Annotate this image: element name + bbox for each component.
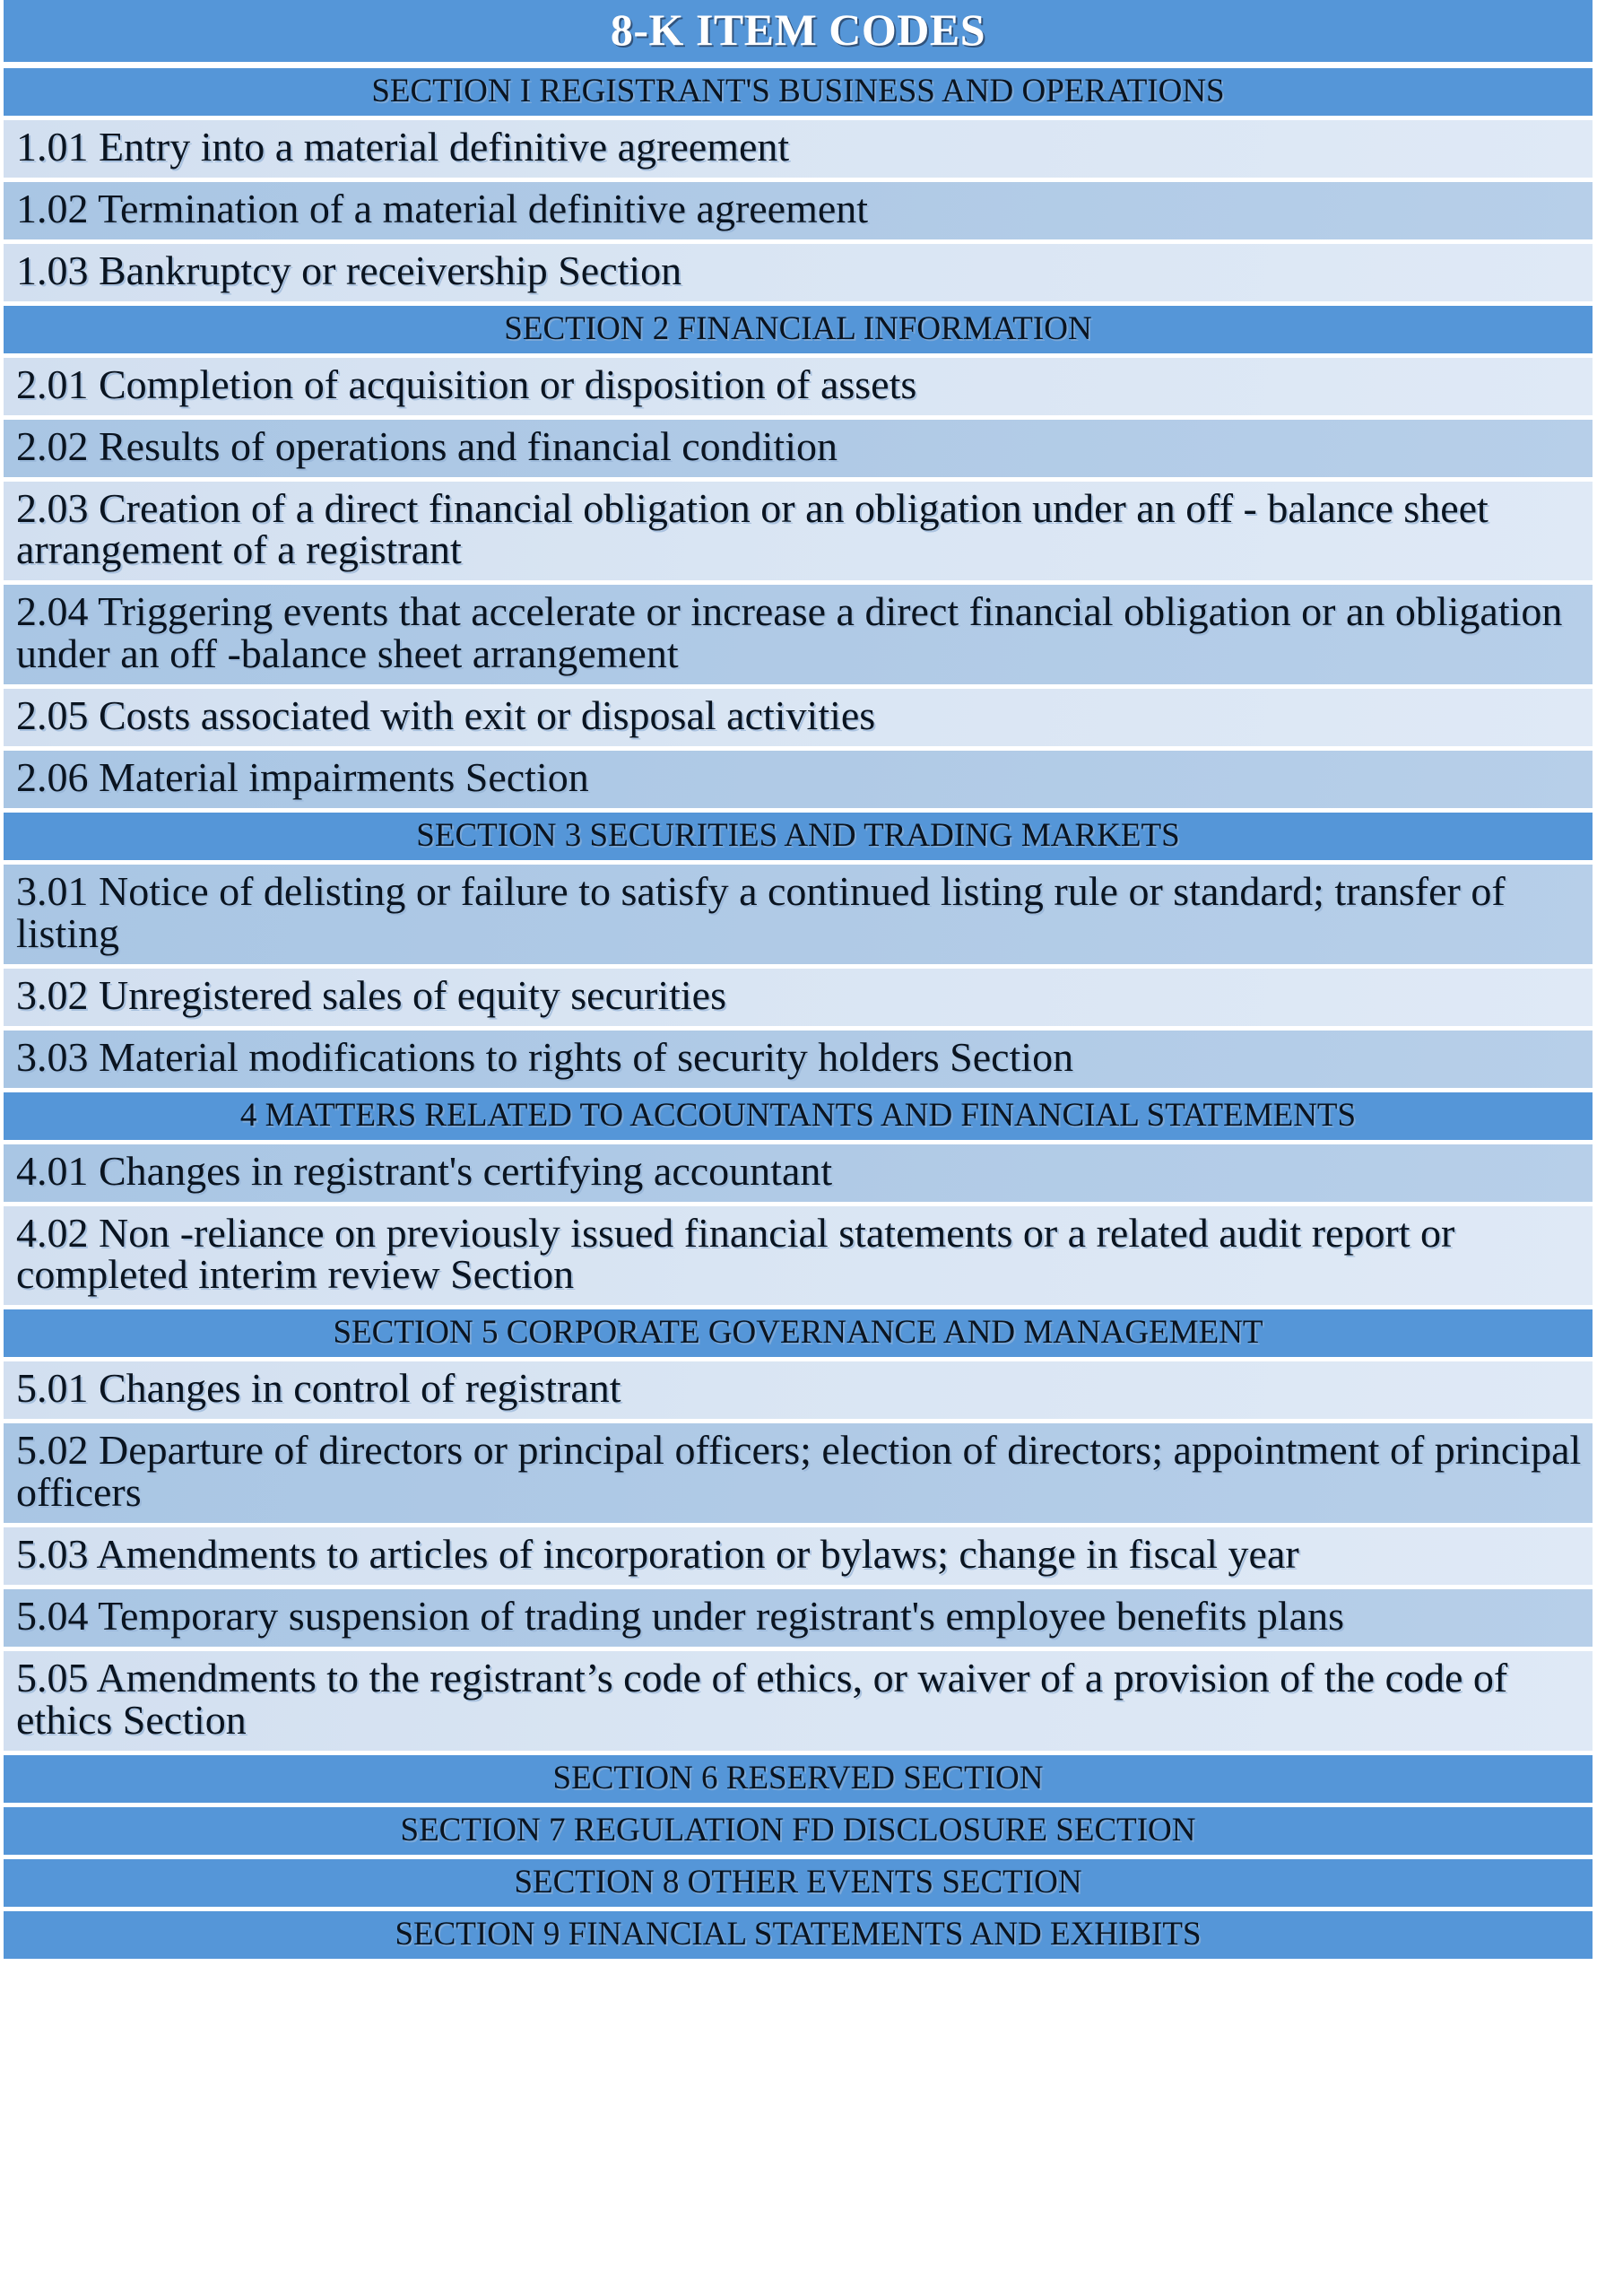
item-code-row: 3.02 Unregistered sales of equity securities	[4, 969, 1593, 1026]
item-code-row: 5.01 Changes in control of registrant	[4, 1361, 1593, 1419]
section-header-row: SECTION 5 CORPORATE GOVERNANCE AND MANAGEMENT	[4, 1309, 1593, 1357]
item-code-row: 1.02 Termination of a material definitive agreement	[4, 182, 1593, 239]
item-code-row: 2.05 Costs associated with exit or disposal activities	[4, 689, 1593, 746]
item-code-row: 3.03 Material modifications to rights of security holders Section	[4, 1031, 1593, 1088]
item-code-row: 5.05 Amendments to the registrant’s code of ethics, or waiver of a provision of the code of ethics Section	[4, 1651, 1593, 1751]
section-header-row: SECTION 7 REGULATION FD DISCLOSURE SECTION	[4, 1807, 1593, 1855]
item-code-row: 2.02 Results of operations and financial condition	[4, 420, 1593, 477]
item-code-row: 2.03 Creation of a direct financial obligation or an obligation under an off - balance sheet arrangement of a registrant	[4, 482, 1593, 581]
section-header-row: SECTION 9 FINANCIAL STATEMENTS AND EXHIBITS	[4, 1911, 1593, 1959]
item-code-row: 5.02 Departure of directors or principal officers; election of directors; appointment of principal officers	[4, 1423, 1593, 1523]
item-code-row: 3.01 Notice of delisting or failure to satisfy a continued listing rule or standard; transfer of listing	[4, 865, 1593, 964]
section-header-row: SECTION 6 RESERVED SECTION	[4, 1755, 1593, 1803]
section-header-row: SECTION 8 OTHER EVENTS SECTION	[4, 1859, 1593, 1907]
item-code-row: 4.02 Non -reliance on previously issued financial statements or a related audit report or completed interim review Section	[4, 1206, 1593, 1306]
item-code-row: 2.04 Triggering events that accelerate or increase a direct financial obligation or an obligation under an off -balance sheet arrangement	[4, 585, 1593, 684]
page-title: 8-K ITEM CODES	[4, 0, 1593, 62]
item-code-row: 4.01 Changes in registrant's certifying accountant	[4, 1144, 1593, 1202]
item-code-row: 5.04 Temporary suspension of trading under registrant's employee benefits plans	[4, 1589, 1593, 1647]
section-header-row: SECTION 2 FINANCIAL INFORMATION	[4, 306, 1593, 353]
item-code-row: 2.06 Material impairments Section	[4, 751, 1593, 808]
item-code-row: 2.01 Completion of acquisition or disposition of assets	[4, 358, 1593, 415]
item-code-row: 5.03 Amendments to articles of incorporation or bylaws; change in fiscal year	[4, 1527, 1593, 1585]
item-code-row: 1.03 Bankruptcy or receivership Section	[4, 244, 1593, 301]
section-header-row: 4 MATTERS RELATED TO ACCOUNTANTS AND FINANCIAL STATEMENTS	[4, 1092, 1593, 1140]
item-code-row: 1.01 Entry into a material definitive agreement	[4, 120, 1593, 178]
table-rows	[4, 68, 1593, 1959]
section-header-row: SECTION I REGISTRANT'S BUSINESS AND OPERATIONS	[4, 68, 1593, 116]
section-header-row: SECTION 3 SECURITIES AND TRADING MARKETS	[4, 813, 1593, 860]
